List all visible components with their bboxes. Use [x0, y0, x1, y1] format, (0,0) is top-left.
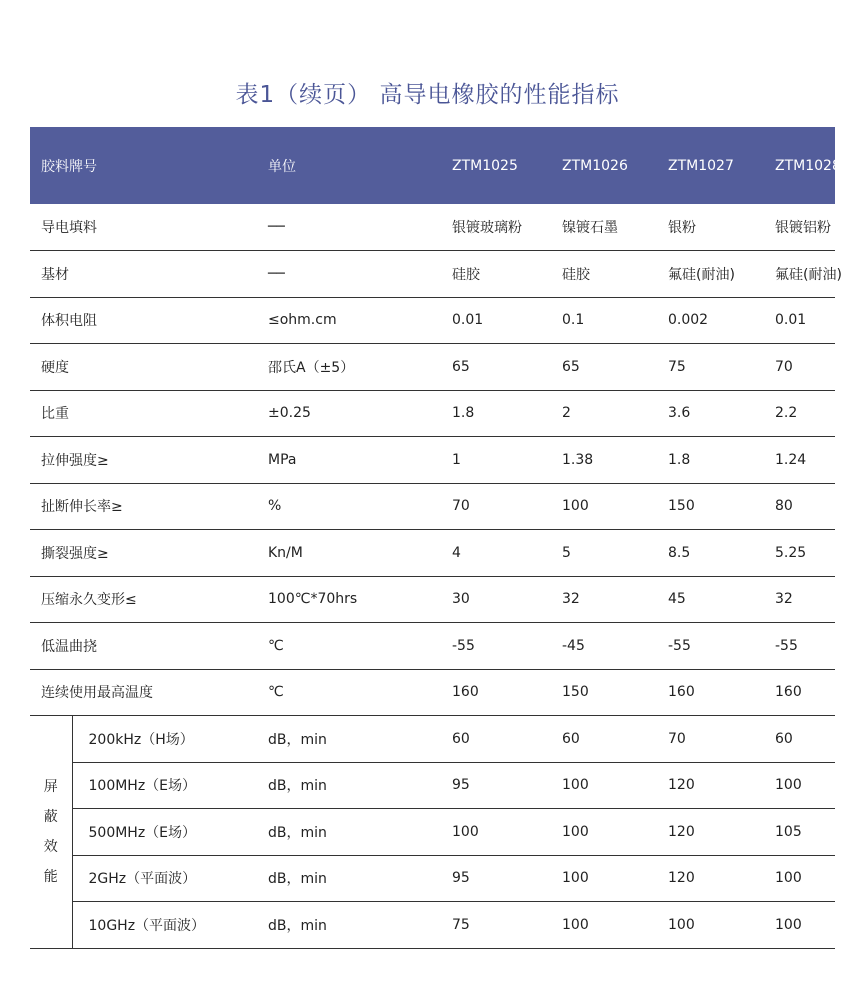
- cell-unit: ℃: [257, 669, 441, 716]
- cell-property: 基材: [30, 251, 257, 298]
- table-row: [30, 251, 835, 298]
- cell-ztm1028: 1.24: [764, 437, 835, 484]
- cell-ztm1027: 0.002: [657, 297, 764, 344]
- cell-ztm1027: 160: [657, 669, 764, 716]
- cell-ztm1028: 105: [764, 809, 835, 856]
- cell-property: 压缩永久变形≤: [30, 576, 257, 623]
- cell-ztm1026: 100: [551, 902, 657, 949]
- table-row: [30, 623, 835, 670]
- cell-ztm1025: 硅胶: [441, 251, 551, 298]
- cell-ztm1026: 5: [551, 530, 657, 577]
- cell-ztm1027: 75: [657, 344, 764, 391]
- cell-ztm1028: 100: [764, 855, 835, 902]
- cell-unit: dB，min: [257, 809, 441, 856]
- table-row: [30, 204, 835, 251]
- cell-ztm1028: 32: [764, 576, 835, 623]
- cell-unit: dB，min: [257, 716, 441, 763]
- shielding-group-char: 效: [43, 838, 58, 855]
- cell-ztm1025: 30: [441, 576, 551, 623]
- cell-unit: ──: [257, 204, 441, 251]
- cell-ztm1026: 100: [551, 809, 657, 856]
- cell-ztm1027: 1.8: [657, 437, 764, 484]
- cell-ztm1027: 银粉: [657, 204, 764, 251]
- table-title: 表1（续页） 高导电橡胶的性能指标: [235, 82, 620, 108]
- cell-ztm1028: 80: [764, 483, 835, 530]
- cell-ztm1025: 70: [441, 483, 551, 530]
- cell-ztm1026: 32: [551, 576, 657, 623]
- header-cell-unit: 单位: [257, 127, 441, 204]
- cell-ztm1026: 0.1: [551, 297, 657, 344]
- cell-property: 连续使用最高温度: [30, 669, 257, 716]
- cell-unit: dB，min: [257, 855, 441, 902]
- cell-unit: Kn/M: [257, 530, 441, 577]
- cell-property: 低温曲挠: [30, 623, 257, 670]
- cell-ztm1025: 75: [441, 902, 551, 949]
- cell-property: 比重: [30, 390, 257, 437]
- cell-unit: dB，min: [257, 902, 441, 949]
- cell-ztm1026: 65: [551, 344, 657, 391]
- cell-ztm1025: -55: [441, 623, 551, 670]
- table-row: [30, 530, 835, 577]
- cell-property: 体积电阻: [30, 297, 257, 344]
- cell-ztm1027: 3.6: [657, 390, 764, 437]
- cell-ztm1028: 5.25: [764, 530, 835, 577]
- cell-unit: ──: [257, 251, 441, 298]
- cell-ztm1027: 70: [657, 716, 764, 763]
- cell-property: 拉伸强度≥: [30, 437, 257, 484]
- cell-ztm1028: 60: [764, 716, 835, 763]
- cell-property: 撕裂强度≥: [30, 530, 257, 577]
- cell-ztm1027: 氟硅(耐油): [657, 251, 764, 298]
- cell-property: 10GHz（平面波）: [72, 902, 257, 949]
- cell-ztm1028: 100: [764, 762, 835, 809]
- shielding-group-char: 蔽: [43, 808, 58, 825]
- cell-property: 2GHz（平面波）: [72, 855, 257, 902]
- cell-ztm1028: 0.01: [764, 297, 835, 344]
- cell-ztm1026: 100: [551, 762, 657, 809]
- header-row: [30, 127, 835, 204]
- table-row: [30, 669, 835, 716]
- table-row: [30, 390, 835, 437]
- cell-ztm1025: 1: [441, 437, 551, 484]
- cell-ztm1028: -55: [764, 623, 835, 670]
- cell-ztm1026: 100: [551, 483, 657, 530]
- header-cell-ztm1028: ZTM1028: [764, 127, 835, 204]
- table-row: [30, 576, 835, 623]
- cell-ztm1026: 100: [551, 855, 657, 902]
- cell-ztm1025: 160: [441, 669, 551, 716]
- cell-property: 500MHz（E场）: [72, 809, 257, 856]
- shielding-group-char: 屏: [43, 778, 58, 795]
- header-cell-ztm1026: ZTM1026: [551, 127, 657, 204]
- table-row: [30, 762, 835, 809]
- cell-unit: ±0.25: [257, 390, 441, 437]
- cell-ztm1028: 氟硅(耐油): [764, 251, 835, 298]
- cell-ztm1027: 8.5: [657, 530, 764, 577]
- cell-unit: 100℃*70hrs: [257, 576, 441, 623]
- cell-ztm1025: 60: [441, 716, 551, 763]
- table-row: [30, 483, 835, 530]
- cell-unit: %: [257, 483, 441, 530]
- cell-ztm1028: 2.2: [764, 390, 835, 437]
- table-row: [30, 716, 835, 763]
- header-cell-material: 胶料牌号: [30, 127, 257, 204]
- table-row: [30, 344, 835, 391]
- cell-ztm1026: 2: [551, 390, 657, 437]
- header-cell-ztm1025: ZTM1025: [441, 127, 551, 204]
- cell-ztm1027: 120: [657, 809, 764, 856]
- cell-ztm1025: 银镀玻璃粉: [441, 204, 551, 251]
- cell-ztm1028: 70: [764, 344, 835, 391]
- table-row: [30, 809, 835, 856]
- table-row: [30, 437, 835, 484]
- cell-ztm1028: 银镀铝粉: [764, 204, 835, 251]
- cell-unit: ≤ohm.cm: [257, 297, 441, 344]
- cell-ztm1027: 45: [657, 576, 764, 623]
- cell-property: 100MHz（E场）: [72, 762, 257, 809]
- cell-unit: MPa: [257, 437, 441, 484]
- shielding-group-char: 能: [43, 868, 58, 885]
- table-row: [30, 902, 835, 949]
- cell-ztm1028: 100: [764, 902, 835, 949]
- cell-ztm1027: 150: [657, 483, 764, 530]
- cell-ztm1026: 150: [551, 669, 657, 716]
- cell-ztm1025: 4: [441, 530, 551, 577]
- cell-property: 硬度: [30, 344, 257, 391]
- cell-property: 200kHz（H场）: [72, 716, 257, 763]
- cell-property: 扯断伸长率≥: [30, 483, 257, 530]
- cell-ztm1027: 100: [657, 902, 764, 949]
- cell-ztm1027: 120: [657, 762, 764, 809]
- cell-ztm1025: 100: [441, 809, 551, 856]
- cell-ztm1025: 1.8: [441, 390, 551, 437]
- table-row: [30, 855, 835, 902]
- cell-ztm1026: 硅胶: [551, 251, 657, 298]
- cell-ztm1026: 1.38: [551, 437, 657, 484]
- cell-ztm1027: -55: [657, 623, 764, 670]
- cell-property: 导电填料: [30, 204, 257, 251]
- cell-ztm1025: 65: [441, 344, 551, 391]
- cell-ztm1028: 160: [764, 669, 835, 716]
- cell-ztm1026: -45: [551, 623, 657, 670]
- header-cell-ztm1027: ZTM1027: [657, 127, 764, 204]
- cell-unit: ℃: [257, 623, 441, 670]
- cell-ztm1025: 95: [441, 762, 551, 809]
- cell-unit: 邵氏A（±5）: [257, 344, 441, 391]
- cell-ztm1026: 60: [551, 716, 657, 763]
- properties-table: [30, 127, 842, 949]
- shielding-group-label: [30, 716, 72, 949]
- table-row: [30, 297, 835, 344]
- cell-ztm1025: 0.01: [441, 297, 551, 344]
- cell-ztm1025: 95: [441, 855, 551, 902]
- cell-unit: dB，min: [257, 762, 441, 809]
- cell-ztm1027: 120: [657, 855, 764, 902]
- cell-ztm1026: 镍镀石墨: [551, 204, 657, 251]
